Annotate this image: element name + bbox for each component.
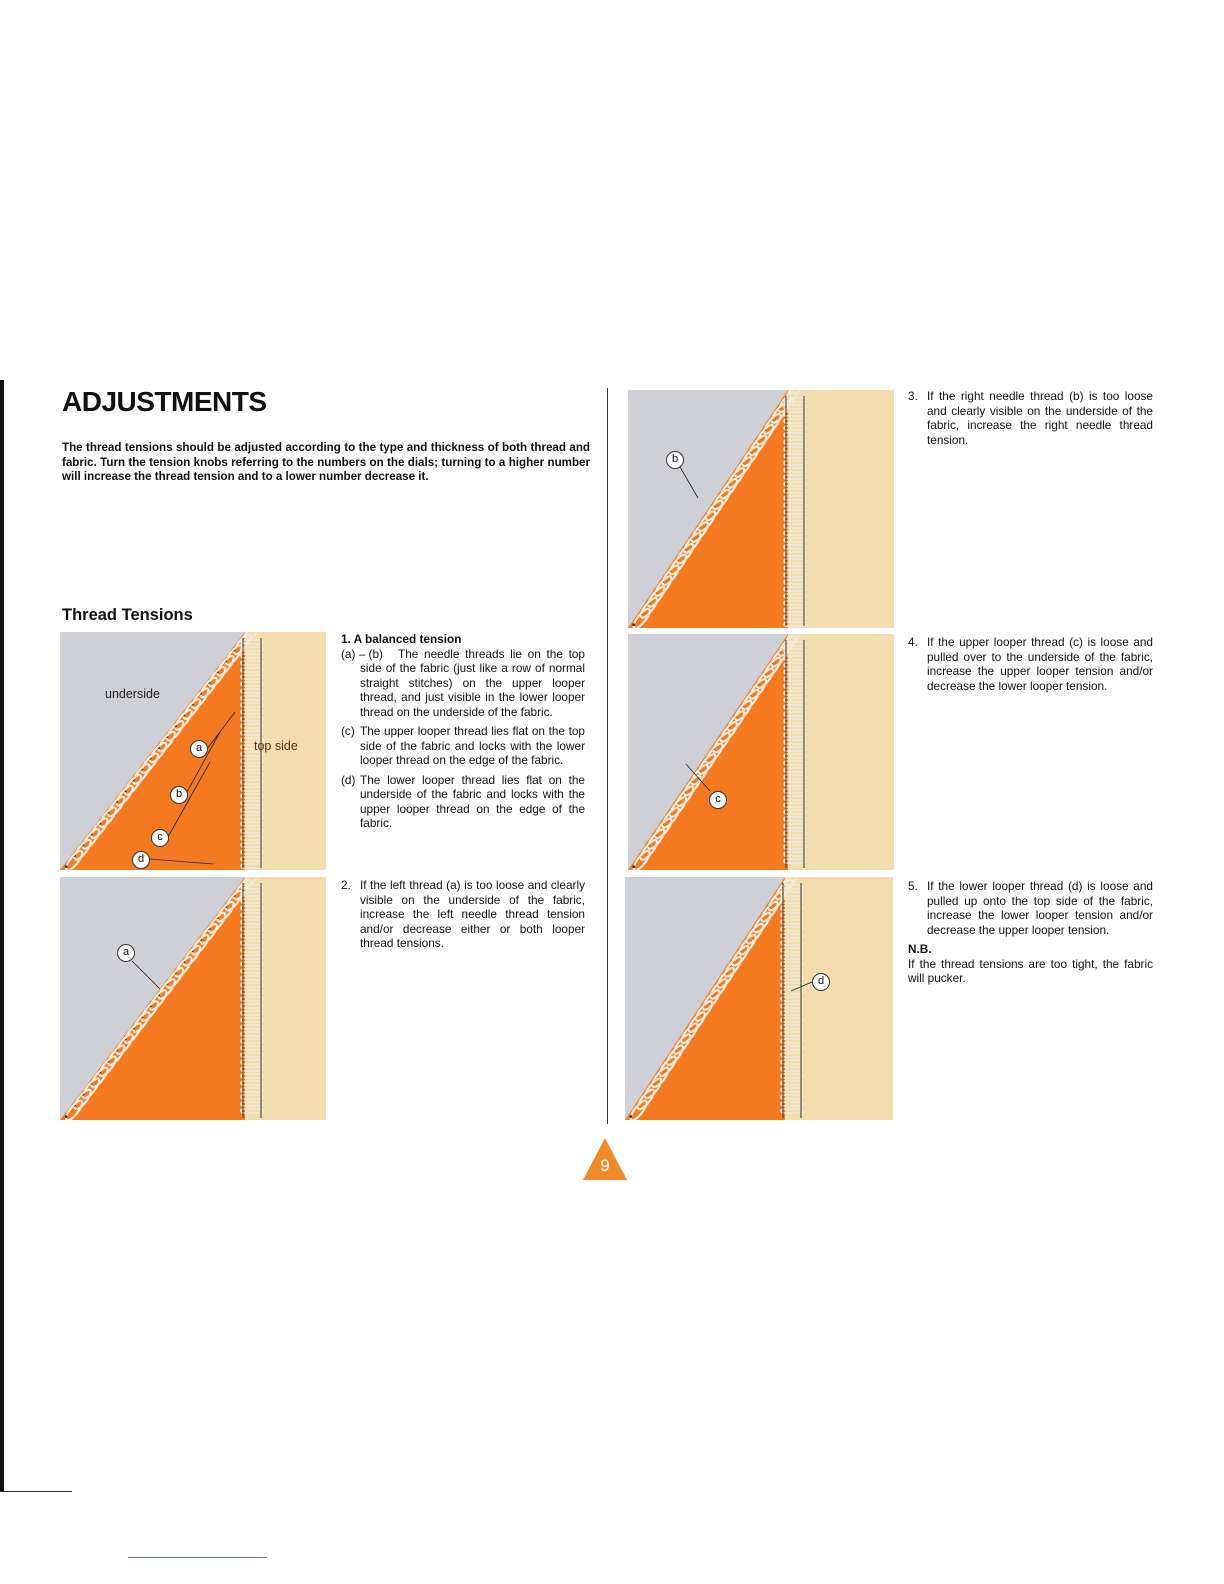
callout-d: d	[812, 973, 830, 991]
callout-d: d	[132, 851, 150, 869]
item-d	[341, 773, 585, 831]
needle-stitch	[632, 623, 635, 626]
label-top-side: top side	[254, 739, 298, 753]
item-text: If the left thread (a) is too loose and clearly visible on the underside of the fabric, increase the left needle thread tension and/or decrease either or both looper thread tensions.	[360, 878, 585, 950]
list-item	[908, 389, 1153, 447]
item-3	[908, 389, 1153, 452]
illustration-svg-5	[625, 877, 893, 1120]
illustration-svg-3	[628, 390, 894, 628]
footer-link-underline	[128, 1557, 267, 1558]
label-underside: underside	[105, 687, 160, 701]
item-2	[341, 878, 585, 956]
item-label: (d)	[341, 772, 356, 787]
item-text: If the right needle thread (b) is too loose and clearly visible on the underside of the fabric, increase the right needle thread tension.	[927, 389, 1153, 447]
item-ab	[341, 647, 585, 720]
item-label: (c)	[341, 724, 355, 738]
figure-loose-left-needle	[60, 877, 326, 1120]
column-divider	[607, 388, 608, 1124]
item-number: 2.	[341, 878, 351, 892]
page-number-badge	[582, 1136, 628, 1182]
list-item	[908, 879, 1153, 937]
figure-loose-right-needle	[628, 390, 894, 628]
callout-a: a	[117, 944, 135, 962]
callout-c: c	[151, 829, 169, 847]
item-c	[341, 724, 585, 768]
item-balanced-tension	[341, 632, 585, 836]
item-heading: 1. A balanced tension	[341, 632, 462, 646]
needle-stitch	[65, 865, 68, 868]
item-number: 3.	[908, 389, 918, 403]
list-item	[908, 635, 1153, 693]
page-title: ADJUSTMENTS	[62, 386, 267, 417]
needle-stitch	[632, 865, 635, 868]
callout-c: c	[709, 791, 727, 809]
item-text: The upper looper thread lies flat on the top side of the fabric and locks with the lower looper thread on the edge of the fabric.	[360, 724, 585, 767]
item-5	[908, 879, 1153, 986]
item-label: (a) – (b)	[341, 646, 383, 661]
item-text: The lower looper thread lies flat on the underside of the fabric and locks with the upper looper thread on the edge of the fabric.	[360, 772, 585, 830]
page-number: 9	[600, 1156, 610, 1175]
intro-paragraph: The thread tensions should be adjusted according to the type and thickness of both thread and fabric. Turn the tension knobs referring to the numbers on the dials; turning to a higher number will increase the thread tension and to a lower number decrease it.	[62, 441, 590, 483]
illustration-svg-2	[60, 877, 326, 1120]
figure-loose-upper-looper	[628, 634, 894, 870]
item-4	[908, 635, 1153, 698]
item-number: 4.	[908, 635, 918, 649]
callout-b: b	[666, 451, 684, 469]
page-edge-bar	[0, 380, 4, 1492]
needle-stitch	[629, 1115, 632, 1118]
item-number: 5.	[908, 879, 918, 893]
illustration-svg-4	[628, 634, 894, 870]
item-text: If the lower looper thread (d) is loose and pulled up onto the top side of the fabric, increase the lower looper tension and/or decrease the upper looper tension.	[927, 879, 1153, 937]
section-title: Thread Tensions	[62, 606, 193, 624]
figure-loose-lower-looper	[625, 877, 893, 1120]
list-item	[341, 878, 585, 951]
callout-a: a	[190, 740, 208, 758]
nb-heading: N.B.	[908, 942, 932, 956]
item-text: If the upper looper thread (c) is loose and pulled over to the underside of the fabric, increase the upper looper tension and/or decrease the lower looper tension.	[927, 635, 1153, 693]
nb-text: If the thread tensions are too tight, the fabric will pucker.	[908, 956, 1153, 985]
callout-b: b	[170, 786, 188, 804]
bottom-rule	[0, 1491, 72, 1492]
figure-balanced-tension	[60, 632, 326, 870]
item-text: The needle threads lie on the top side of the fabric (just like a row of normal straight stitches) on the upper looper thread, and just visible in the lower looper thread on the underside of the fabric.	[360, 646, 585, 719]
needle-stitch	[65, 1115, 68, 1118]
